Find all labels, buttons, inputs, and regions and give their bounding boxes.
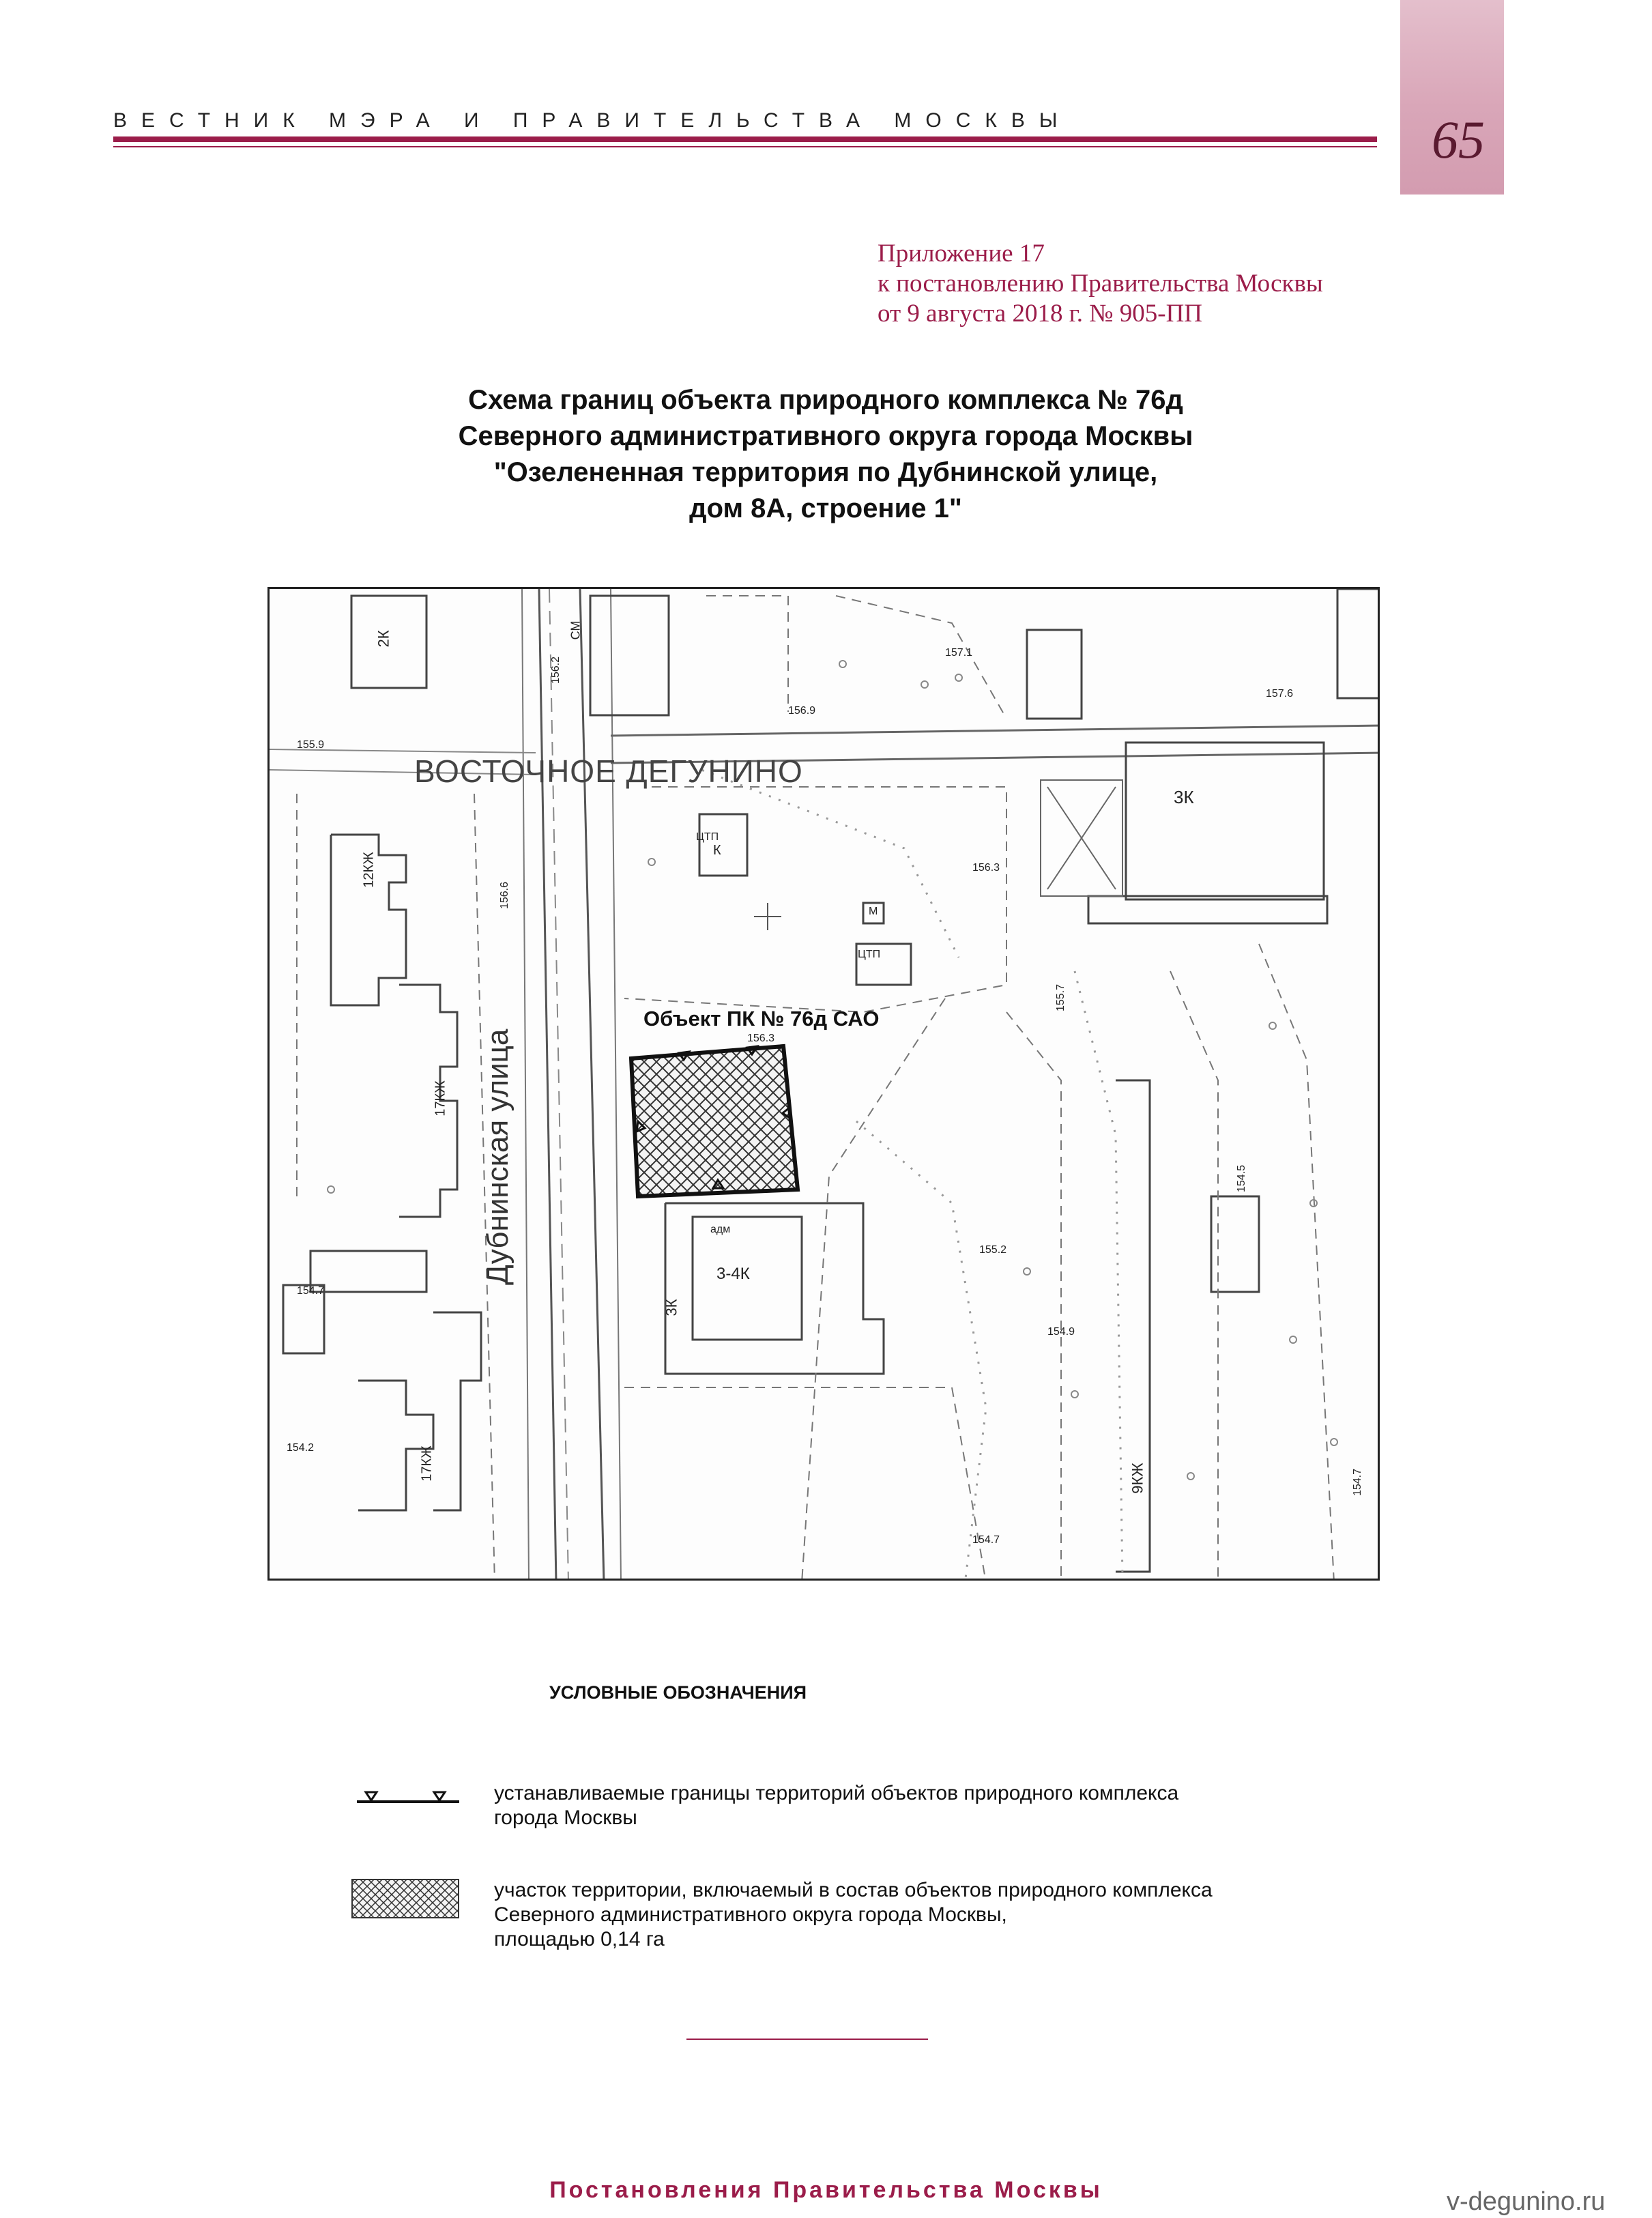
elevation-mark: 155.9 bbox=[297, 739, 325, 751]
legend-text-line: устанавливаемые границы территорий объектов природного комплекса bbox=[494, 1782, 1179, 1804]
scheme-title-line: Схема границ объекта природного комплекса № 76д bbox=[468, 385, 1183, 415]
street-label: Дубнинская улица bbox=[481, 1028, 515, 1285]
hatched-area-icon bbox=[351, 1878, 460, 1919]
header-rule-thin bbox=[113, 146, 1377, 147]
page-number: 65 bbox=[1432, 110, 1485, 169]
scheme-title-line: Северного административного округа города Москвы bbox=[458, 421, 1193, 451]
elevation-mark: 156.2 bbox=[550, 656, 562, 685]
square-pattern bbox=[1041, 780, 1122, 896]
building-label: 2К bbox=[375, 630, 392, 648]
elevation-mark: 154.5 bbox=[1236, 1164, 1248, 1193]
legend-text-line: города Москвы bbox=[494, 1806, 637, 1829]
elevation-mark: 157.1 bbox=[945, 647, 973, 659]
scheme-title-line: "Озелененная территория по Дубнинской улице, bbox=[493, 457, 1158, 487]
elevation-mark: 156.6 bbox=[499, 881, 511, 910]
elevation-mark: 154.9 bbox=[1047, 1326, 1075, 1338]
building-label: 17КЖ bbox=[433, 1080, 448, 1117]
elevation-mark: 154.7 bbox=[1352, 1468, 1364, 1497]
elevation-mark: 154.7 bbox=[297, 1285, 325, 1297]
right-buildings bbox=[1027, 589, 1380, 1572]
header-rule bbox=[113, 136, 1377, 142]
legend-item-area bbox=[494, 1878, 1213, 1952]
building-label: ЦТП bbox=[696, 831, 719, 843]
district-label: ВОСТОЧНОЕ ДЕГУНИНО bbox=[414, 753, 803, 789]
appendix-number: Приложение 17 bbox=[878, 240, 1045, 268]
elevation-mark: 155.7 bbox=[1055, 983, 1067, 1012]
building-label: 12КЖ bbox=[361, 852, 377, 888]
appendix-decree: к постановлению Правительства Москвы bbox=[878, 270, 1323, 298]
building-label: 9КЖ bbox=[1129, 1463, 1146, 1494]
publication-title: ВЕСТНИК МЭРА И ПРАВИТЕЛЬСТВА МОСКВЫ bbox=[113, 109, 1072, 132]
boundary-map bbox=[267, 587, 1380, 1581]
elevation-mark: 156.3 bbox=[972, 862, 1000, 874]
appendix-date: от 9 августа 2018 г. № 905-ПП bbox=[878, 300, 1203, 328]
scheme-title bbox=[266, 382, 1385, 527]
building-label: ЦТП bbox=[858, 949, 881, 960]
elevation-mark: 157.6 bbox=[1266, 688, 1294, 700]
building-label: 3-4К bbox=[716, 1265, 750, 1283]
building-label: 17КЖ bbox=[419, 1445, 435, 1482]
footer-section-title: Постановления Правительства Москвы bbox=[549, 2177, 1103, 2203]
object-boundary bbox=[631, 1046, 798, 1196]
elevation-mark: 154.7 bbox=[972, 1534, 1000, 1546]
boundary-line-icon bbox=[353, 1787, 463, 1807]
appendix-reference bbox=[878, 239, 1323, 329]
legend-text-line: участок территории, включаемый в состав объектов природного комплекса bbox=[494, 1879, 1213, 1901]
object-label: Объект ПК № 76д САО bbox=[643, 1007, 880, 1031]
building-label: адм bbox=[710, 1224, 731, 1235]
legend-text-line: Северного административного округа города Москвы, bbox=[494, 1903, 1007, 1926]
building-label: СМ bbox=[568, 620, 583, 640]
street-corridor bbox=[522, 589, 621, 1581]
building-label: 3К bbox=[663, 1299, 680, 1316]
watermark: v-degunino.ru bbox=[1447, 2187, 1606, 2216]
elevation-mark: 155.2 bbox=[979, 1244, 1007, 1256]
elevation-mark: 156.9 bbox=[788, 705, 816, 717]
legend-text-line: площадью 0,14 га bbox=[494, 1928, 665, 1950]
bottom-rule bbox=[686, 2039, 928, 2040]
survey-crosshair bbox=[754, 903, 781, 930]
center-buildings bbox=[590, 596, 911, 1374]
scheme-title-line: дом 8А, строение 1" bbox=[689, 493, 962, 523]
legend-item-boundary bbox=[494, 1781, 1178, 1830]
legend-heading: УСЛОВНЫЕ ОБОЗНАЧЕНИЯ bbox=[549, 1682, 807, 1703]
elevation-mark: 154.2 bbox=[287, 1442, 315, 1454]
elevation-mark: 156.3 bbox=[747, 1033, 775, 1044]
building-label: 3К bbox=[1174, 787, 1194, 807]
building-label: К bbox=[713, 843, 721, 858]
left-buildings bbox=[283, 596, 481, 1510]
building-label: М bbox=[869, 906, 878, 917]
